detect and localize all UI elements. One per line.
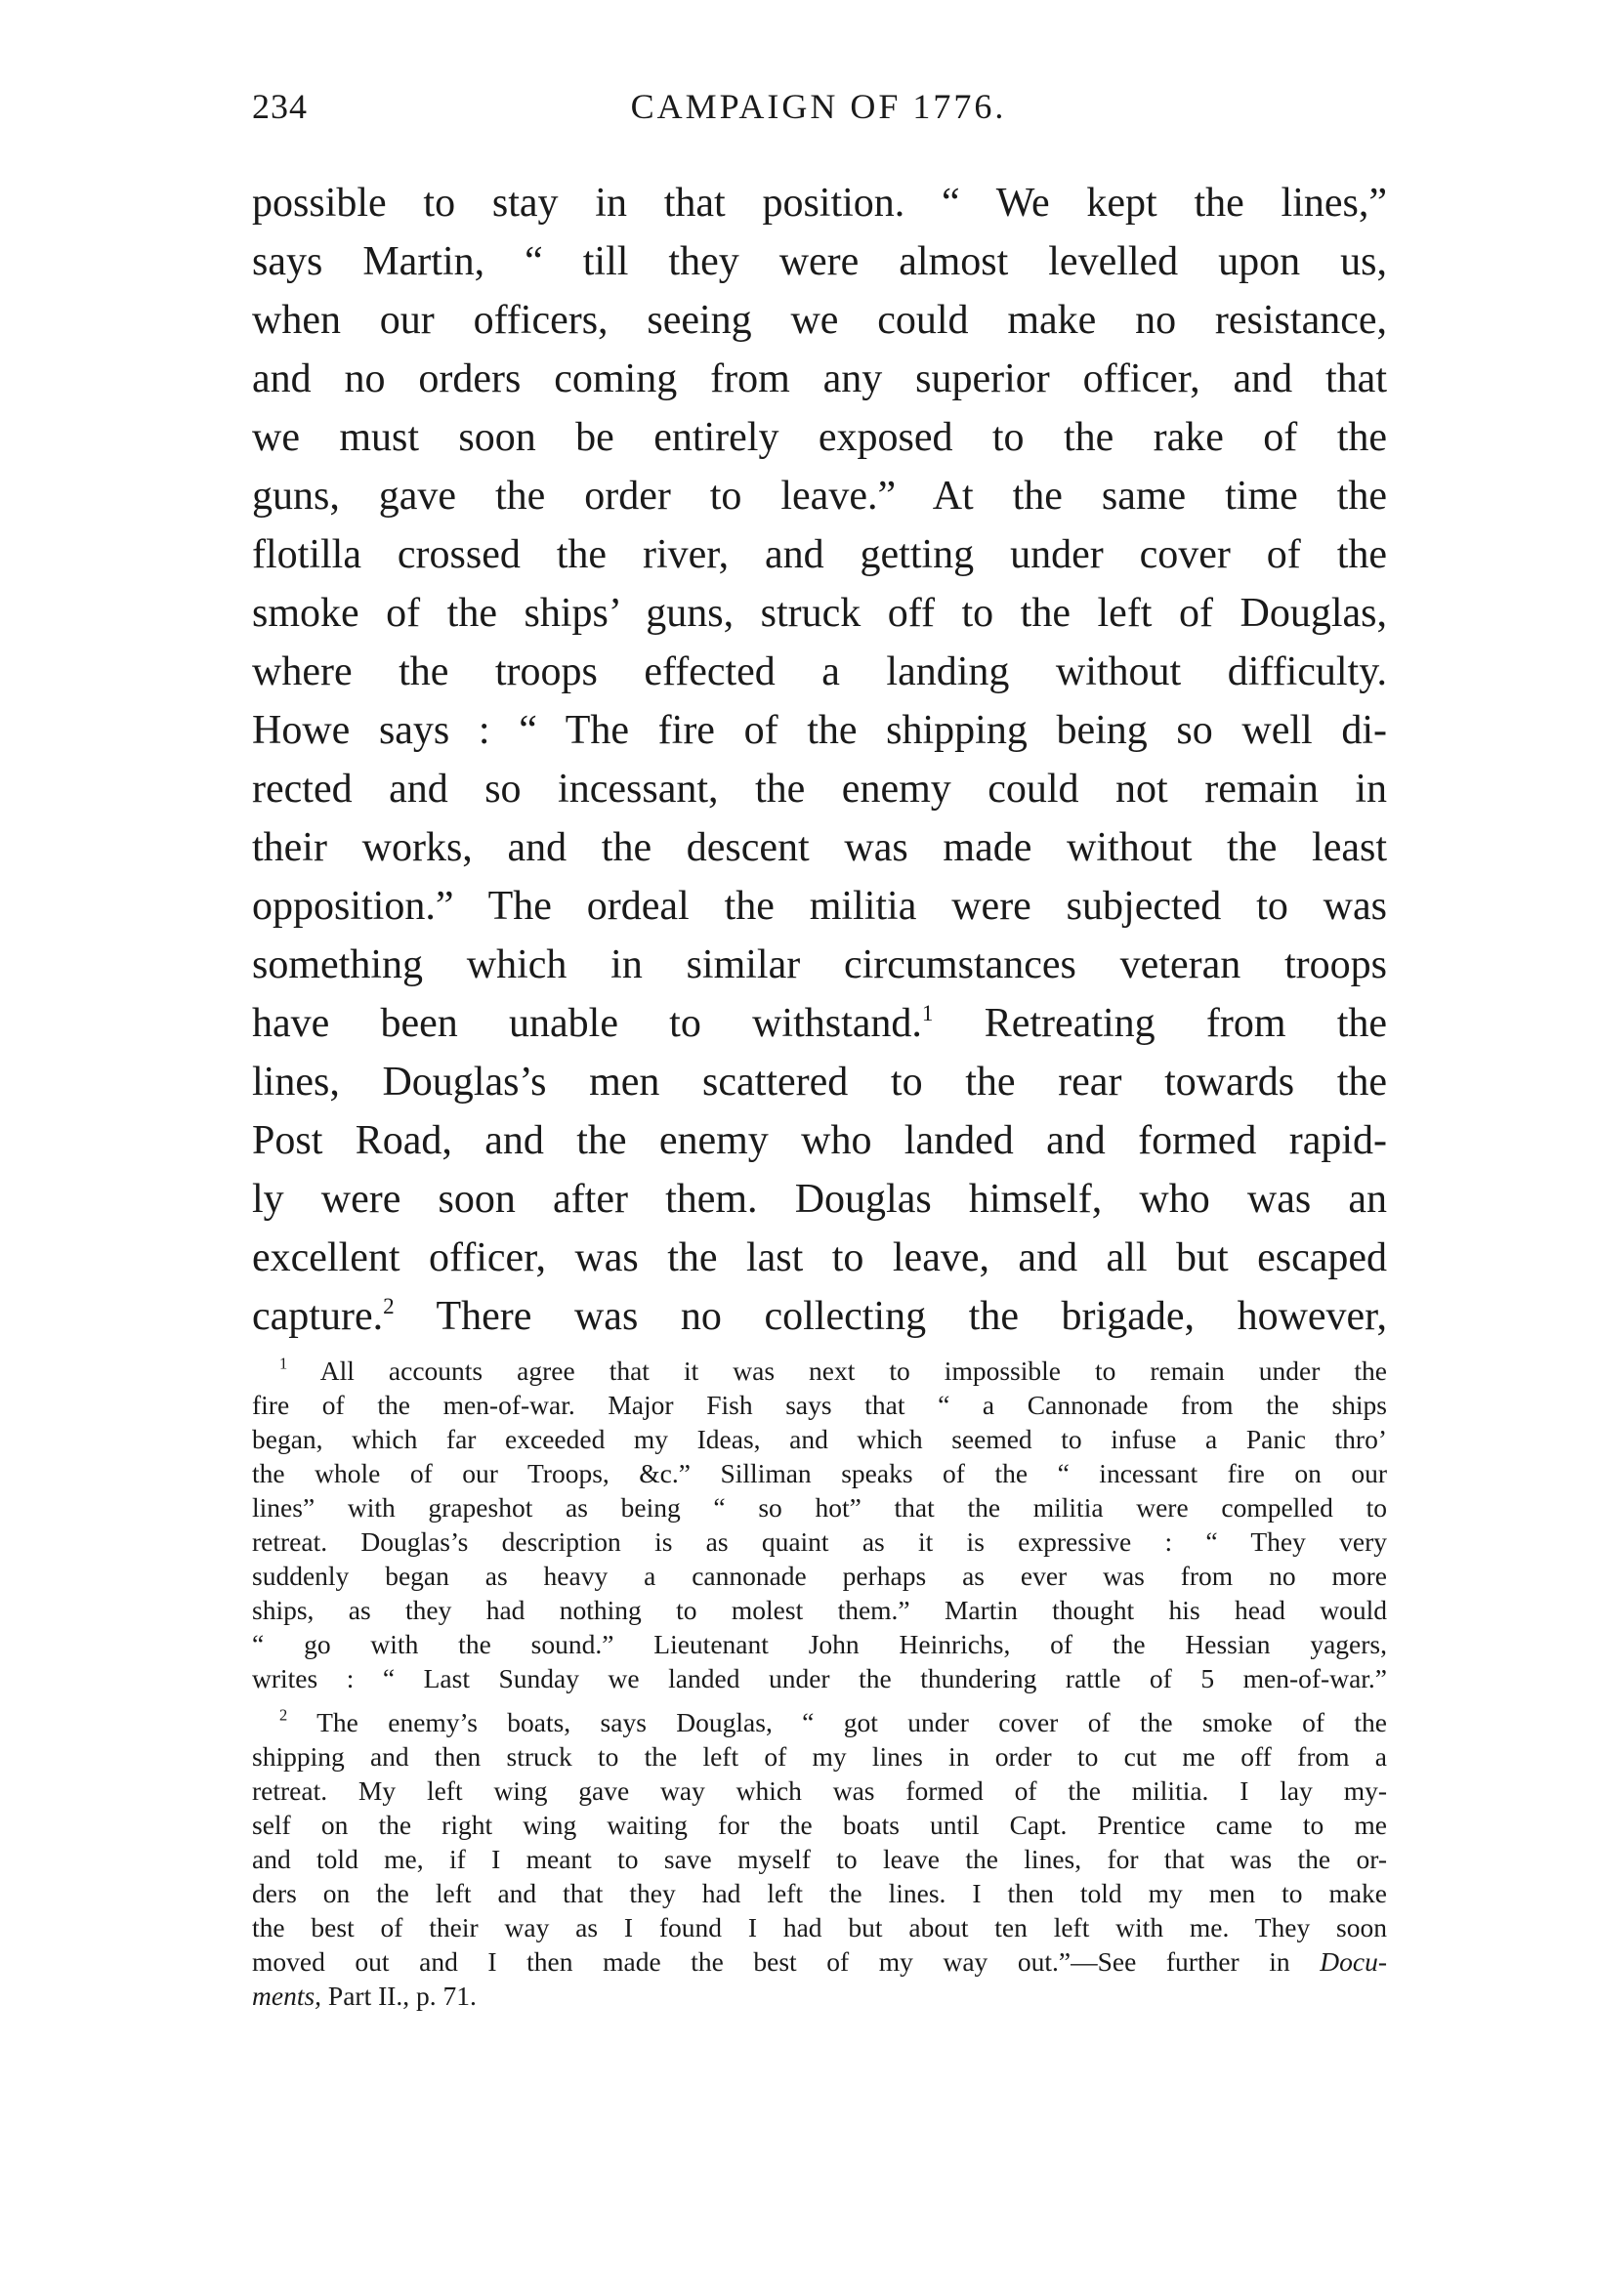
page-number: 234 — [252, 87, 308, 126]
body-line: where the troops effected a landing without difficulty. — [252, 649, 1387, 694]
running-head — [252, 86, 1385, 145]
body-line: smoke of the ships’ guns, struck off to the left of Douglas, — [252, 591, 1387, 636]
body-line: Howe says : “ The fire of the shipping being so well di- — [252, 708, 1387, 753]
body-line: their works, and the descent was made without the least — [252, 825, 1387, 870]
body-line-text: capture. — [252, 1294, 384, 1339]
body-line-text: have been unable to withstand. — [252, 1001, 922, 1046]
body-line: rected and so incessant, the enemy could not remain in — [252, 767, 1387, 812]
body-line: something which in similar circumstances veteran troops — [252, 942, 1387, 987]
footnote-line-text: All accounts agree that it was next to impossible to remain under the — [319, 1356, 1387, 1386]
body-line: opposition.” The ordeal the militia were subjected to was — [252, 884, 1387, 929]
footnote-line: retreat. Douglas’s description is as quaint as it is expressive : “ They very — [252, 1526, 1387, 1557]
footnote-line: lines” with grapeshot as being “ so hot” that the militia were compelled to — [252, 1492, 1387, 1523]
footnote-line: “ go with the sound.” Lieutenant John Heinrichs, of the Hessian yagers, — [252, 1629, 1387, 1659]
body-line-text: There was no collecting the brigade, however, — [436, 1294, 1387, 1339]
body-line — [252, 994, 1387, 1053]
body-line: lines, Douglas’s men scattered to the rear towards the — [252, 1060, 1387, 1105]
body-line: says Martin, “ till they were almost levelled upon us, — [252, 239, 1387, 284]
body-line: Post Road, and the enemy who landed and formed rapid- — [252, 1118, 1387, 1163]
footnote-spacer — [252, 1695, 1387, 1705]
footnote-line — [252, 1979, 1387, 2013]
footnote-marker: 1 — [921, 999, 934, 1025]
footnote-line: ders on the left and that they had left the lines. I then told my men to make — [252, 1878, 1387, 1908]
footnote-line-text: moved out and I then made the best of my way out.”—See further in — [252, 1946, 1290, 1977]
footnote-line-text: Part II., p. 71. — [327, 1981, 477, 2011]
footnote-number: 2 — [279, 1705, 288, 1725]
footnote-line: began, which far exceeded my Ideas, and which seemed to infuse a Panic thro’ — [252, 1424, 1387, 1454]
italic-reference: Docu- — [1320, 1946, 1388, 1977]
footnote-line: shipping and then struck to the left of my lines in order to cut me off from a — [252, 1741, 1387, 1772]
italic-reference: ments, — [252, 1981, 322, 2011]
body-line: we must soon be entirely exposed to the rake of the — [252, 415, 1387, 460]
footnote-line: self on the right wing waiting for the boats until Capt. Prentice came to me — [252, 1810, 1387, 1840]
body-line: and no orders coming from any superior officer, and that — [252, 356, 1387, 401]
footnote-marker: 2 — [383, 1292, 395, 1318]
footnote-line: the best of their way as I found I had but about ten left with me. They soon — [252, 1912, 1387, 1942]
footnote-line: writes : “ Last Sunday we landed under the thundering rattle of 5 men-of-war.” — [252, 1663, 1387, 1693]
footnote-line-text: The enemy’s boats, says Douglas, “ got under cover of the smoke of the — [316, 1707, 1387, 1737]
body-line: guns, gave the order to leave.” At the same time the — [252, 474, 1387, 519]
footnote-line — [252, 1705, 1387, 1739]
body-line: when our officers, seeing we could make no resistance, — [252, 298, 1387, 343]
body-text — [252, 174, 1387, 1346]
footnote-line — [252, 1944, 1387, 1979]
running-title: CAMPAIGN OF 1776. — [630, 87, 1007, 126]
footnote-line: the whole of our Troops, &c.” Silliman speaks of the “ incessant fire on our — [252, 1458, 1387, 1488]
footnote-number: 1 — [279, 1354, 288, 1373]
footnote-line — [252, 1354, 1387, 1388]
footnote-2 — [252, 1705, 1387, 2013]
footnote-line: suddenly began as heavy a cannonade perhaps as ever was from no more — [252, 1561, 1387, 1591]
body-line: possible to stay in that position. “ We kept the lines,” — [252, 181, 1387, 226]
body-line: excellent officer, was the last to leave, and all but escaped — [252, 1235, 1387, 1280]
body-line: ly were soon after them. Douglas himself, who was an — [252, 1177, 1387, 1222]
footnote-line: retreat. My left wing gave way which was formed of the militia. I lay my- — [252, 1775, 1387, 1806]
footnote-line: and told me, if I meant to save myself to leave the lines, for that was the or- — [252, 1844, 1387, 1874]
footnote-line: fire of the men-of-war. Major Fish says that “ a Cannonade from the ships — [252, 1390, 1387, 1420]
footnote-line: ships, as they had nothing to molest them.” Martin thought his head would — [252, 1595, 1387, 1625]
body-line-text: Retreating from the — [984, 1001, 1388, 1046]
footnotes — [252, 1354, 1387, 2013]
body-line — [252, 1287, 1387, 1346]
footnote-1 — [252, 1354, 1387, 1695]
body-line: flotilla crossed the river, and getting under cover of the — [252, 532, 1387, 577]
